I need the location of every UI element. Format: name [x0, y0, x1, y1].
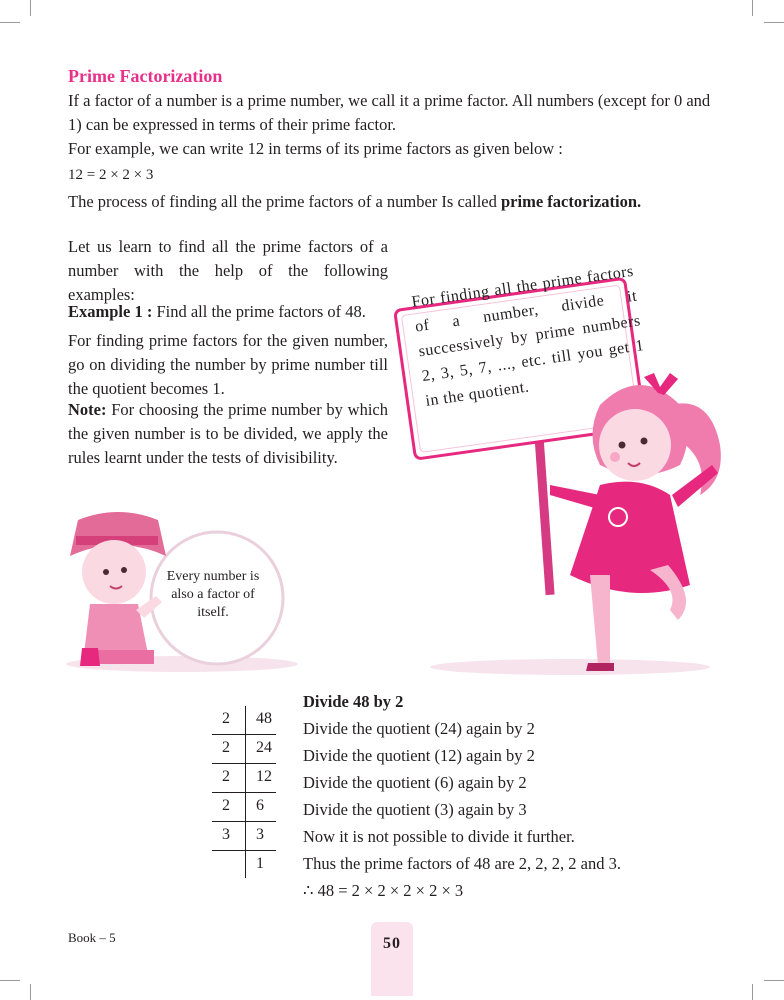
note-label: Note: — [68, 400, 107, 419]
table-row — [212, 764, 276, 793]
table-row — [212, 793, 276, 822]
sign-pole — [534, 435, 554, 595]
definition-paragraph — [68, 190, 718, 214]
girl-shoe — [586, 663, 614, 671]
crop-mark — [0, 22, 20, 23]
table-row — [212, 735, 276, 764]
crop-mark — [30, 984, 31, 1000]
example-paragraph — [68, 300, 388, 324]
step-line: Divide the quotient (24) again by 2 — [303, 719, 535, 738]
dividend: 12 — [256, 768, 272, 785]
boy-shoe — [80, 648, 100, 666]
boy-eye — [121, 567, 127, 573]
ground-shadow — [430, 659, 710, 675]
crop-mark — [752, 984, 753, 1000]
note-paragraph — [68, 398, 388, 470]
intro-paragraph: If a factor of a number is a prime number, we call it a prime factor. All numbers (except for 0 and 1) can be expressed in terms of their prime factor. — [68, 91, 711, 134]
equation: 12 = 2 × 2 × 3 — [68, 167, 154, 183]
step-line: Divide the quotient (6) again by 2 — [303, 773, 527, 792]
boy-face — [82, 540, 146, 604]
crop-mark — [764, 22, 784, 23]
dividend: 6 — [256, 797, 264, 814]
dividend: 48 — [256, 710, 272, 727]
page-number: 50 — [371, 922, 413, 996]
crop-mark — [30, 0, 31, 16]
dividend: 24 — [256, 739, 272, 756]
girl-eye — [641, 438, 648, 445]
example-label: Example 1 : — [68, 302, 153, 321]
girl-cheek — [610, 452, 620, 462]
girl-leg — [590, 575, 610, 665]
crop-mark — [752, 0, 753, 16]
definition-text: The process of finding all the prime factors of a number Is called — [68, 192, 501, 211]
girl-eye — [619, 442, 626, 449]
step-line: Thus the prime factors of 48 are 2, 2, 2, 2 and 3. — [303, 854, 621, 873]
example-sentence: For example, we can write 12 in terms of its prime factors as given below : — [68, 139, 563, 158]
step-line: Divide the quotient (3) again by 3 — [303, 800, 527, 819]
sign-text: For finding all the prime factors of a number, divide it successively by prime numbers 2, 3, 5, 7, ..., etc. till you get 1 in the quotient. — [410, 262, 646, 410]
crop-mark — [0, 980, 20, 981]
girl-arm — [672, 465, 718, 507]
method-paragraph: For finding prime factors for the given number, go on dividing the number by prime number till the quotient becomes 1. — [68, 331, 388, 398]
divisor: 2 — [222, 768, 230, 785]
step-line: Now it is not possible to divide it further. — [303, 827, 575, 846]
girl-face — [599, 409, 671, 481]
dividend: 3 — [256, 826, 264, 843]
result-equation: ∴ 48 = 2 × 2 × 2 × 2 × 3 — [303, 881, 464, 900]
bubble-text: Every number is also a factor of itself. — [166, 569, 260, 620]
divisor: 3 — [222, 826, 230, 843]
steps-heading: Divide 48 by 2 — [303, 692, 404, 711]
girl-arm — [550, 485, 600, 509]
definition-term: prime factorization. — [500, 192, 642, 211]
note-text: For choosing the prime number by which the given number is to be divided, we apply the rules learnt under the tests of divisibility. — [68, 400, 388, 467]
example-text: Find all the prime factors of 48. — [152, 302, 366, 321]
book-label: Book – 5 — [68, 930, 116, 945]
boy-eye — [103, 569, 109, 575]
divisor: 2 — [222, 797, 230, 814]
step-line: Divide the quotient (12) again by 2 — [303, 746, 535, 765]
divisor: 2 — [222, 710, 230, 727]
quotient: 1 — [256, 855, 264, 872]
section-title: Prime Factorization — [68, 66, 223, 86]
table-row — [212, 706, 276, 735]
table-row — [212, 851, 276, 879]
table-row — [212, 822, 276, 851]
crop-mark — [764, 980, 784, 981]
left-paragraph: Let us learn to find all the prime factors of a number with the help of the following examples: — [68, 237, 388, 304]
divisor: 2 — [222, 739, 230, 756]
